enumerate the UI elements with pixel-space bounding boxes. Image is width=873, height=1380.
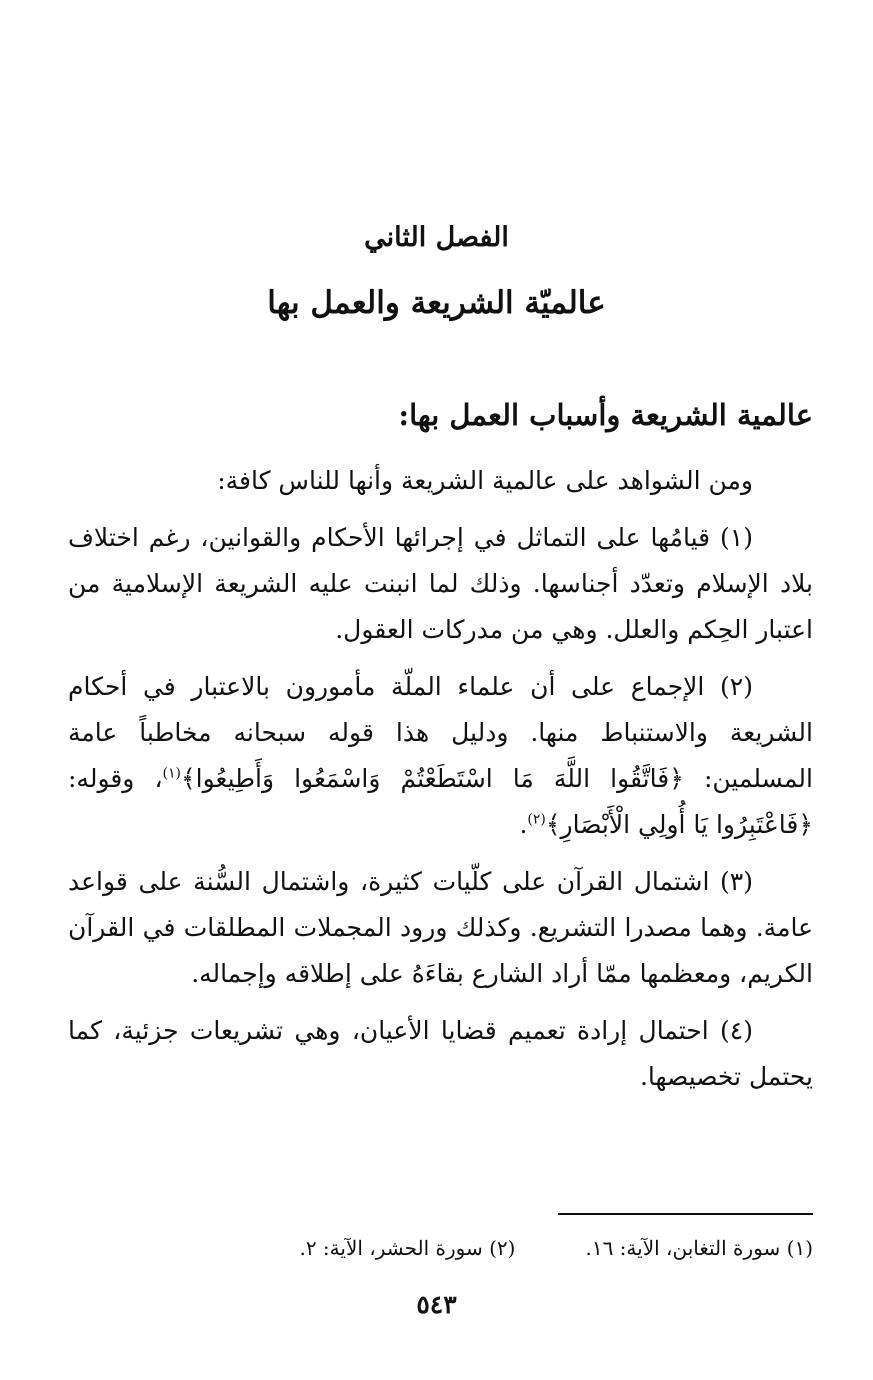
- paragraph-2: [68, 664, 813, 848]
- page-number: ٥٤٣: [416, 1290, 457, 1319]
- chapter-label: الفصل الثاني: [364, 222, 509, 253]
- intro-paragraph: ومن الشواهد على عالمية الشريعة وأنها للناس كافة:: [217, 466, 753, 495]
- footnote-2: (٢) سورة الحشر، الآية: ٢.: [299, 1236, 516, 1260]
- quran-verse-1: ﴿فَاتَّقُوا اللَّهَ مَا اسْتَطَعْتُمْ وَاسْمَعُوا وَأَطِيعُوا﴾: [181, 764, 684, 793]
- footnote-ref-1: (١): [162, 765, 181, 782]
- quran-verse-2: ﴿فَاعْتَبِرُوا يَا أُولِي الْأَبْصَارِ﴾: [545, 810, 813, 839]
- footnote-ref-2: (٢): [527, 811, 546, 828]
- chapter-title: عالميّة الشريعة والعمل بها: [267, 285, 606, 321]
- paragraph-4: (٤) احتمال إرادة تعميم قضايا الأعيان، وهي تشريعات جزئية، كما يحتمل تخصيصها.: [68, 1016, 813, 1091]
- paragraph-2-end: .: [519, 810, 528, 839]
- footnotes: [60, 1232, 813, 1264]
- body-text: [68, 458, 813, 1100]
- footnote-1: (١) سورة التغابن، الآية: ١٦.: [585, 1236, 813, 1260]
- paragraph-2-middle: ، وقوله:: [68, 764, 163, 793]
- section-heading: عالمية الشريعة وأسباب العمل بها:: [398, 398, 813, 432]
- paragraph-1: (١) قيامُها على التماثل في إجرائها الأحكام والقوانين، رغم اختلاف بلاد الإسلام وتعدّد أجناسها. وذلك لما انبنت عليه الشريعة الإسلامية من اعتبار الحِكم والعلل. وهي من مدركات العقول.: [68, 523, 813, 644]
- footnote-divider: [558, 1213, 813, 1215]
- paragraph-3: (٣) اشتمال القرآن على كلّيات كثيرة، واشتمال السُّنة على قواعد عامة. وهما مصدرا التشريع. وكذلك ورود المجملات المطلقات في القرآن الكريم، ومعظمها ممّا أراد الشارع بقاءَهُ على إطلاقه وإجماله.: [68, 867, 813, 988]
- paragraph-2-start: (٢) الإجماع على أن علماء الملّة مأمورون بالاعتبار في أحكام الشريعة والاستنباط منها. ودليل هذا قوله سبحانه مخاطباً عامة المسلمين:: [68, 672, 813, 793]
